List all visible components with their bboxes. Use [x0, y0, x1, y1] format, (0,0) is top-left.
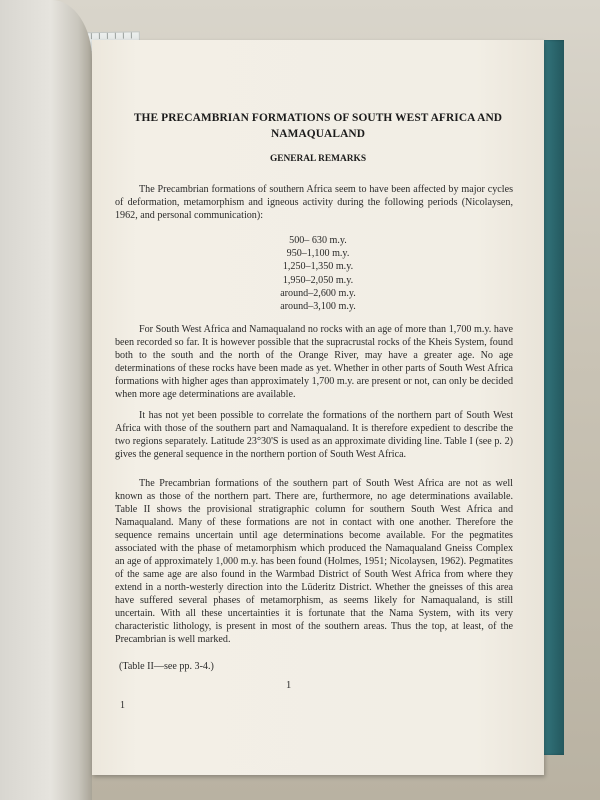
- table-reference-note: (Table II—see pp. 3-4.): [119, 661, 214, 672]
- age-period-item: around–2,600 m.y.: [280, 287, 356, 299]
- age-period-item: 950–1,100 m.y.: [286, 248, 350, 260]
- age-period-item: 500– 630 m.y.: [289, 235, 347, 246]
- page-number: 1: [286, 680, 292, 691]
- signature-mark: 1: [120, 700, 125, 711]
- intro-paragraph: The Precambrian formations of southern Africa seem to have been affected by major cycles of deformation, metamorphism and igneous activity during the following periods (Nicolaysen, 1962, and personal communication):: [115, 184, 513, 221]
- body-paragraph: The Precambrian formations of the southern part of South West Africa are not as well known as those of the northern part. There are, furthermore, no age determinations available. Table II shows the provisional stratigraphic column for southern South West Africa and Namaqualand. Many of these formations are not in contact with one another. Therefore the sequence remains uncertain until age determinations become available. For the pegmatites associated with the phase of metamorphism which produced the Namaqualand Gneiss Complex an age of approximately 1,000 m.y. has been found (Holmes, 1951; Nicolaysen, 1962). Pegmatites of the same age are also found in the Warmbad District of South West Africa from where they extend in a north-westerly direction into the Lüderitz District. Whether the gneisses of this area have suffered several phases of metamorphism, as seems likely for Namaqualand, is still uncertain. With all these uncertainties it is fortunate that the Nama System, with its very characteristic lithology, is present in most of the southern areas. Thus the top, at least, of the Precambrian is well marked.: [115, 478, 513, 645]
- page-title: THE PRECAMBRIAN FORMATIONS OF SOUTH WEST AFRICA AND NAMAQUALAND: [133, 112, 503, 140]
- age-period-item: 1,950–2,050 m.y.: [282, 274, 354, 286]
- age-period-item: around–3,100 m.y.: [280, 301, 356, 313]
- body-paragraph: For South West Africa and Namaqualand no rocks with an age of more than 1,700 m.y. have been recorded so far. It is however possible that the supracrustal rocks of the Kheis System, found both to the south and the north of the Orange River, may have a greater age. No age determinations of these rocks have been made as yet. Whether in other parts of South West Africa formations with higher ages than approximately 1,700 m.y. are present or not, can only be decided when more age determinations are available.: [115, 324, 513, 400]
- facing-left-page: [0, 0, 92, 800]
- body-paragraph: It has not yet been possible to correlate the formations of the northern part of South West Africa with those of the southern part and Namaqualand. It is therefore expedient to describe the two regions separately. Latitude 23°30'S is used as an approximate dividing line. Table I (see p. 2) gives the general sequence in the northern portion of South West Africa.: [115, 410, 513, 460]
- section-heading: GENERAL REMARKS: [269, 154, 367, 164]
- book-page: [92, 40, 544, 775]
- age-period-item: 1,250–1,350 m.y.: [282, 261, 354, 273]
- age-period-list: [92, 234, 544, 313]
